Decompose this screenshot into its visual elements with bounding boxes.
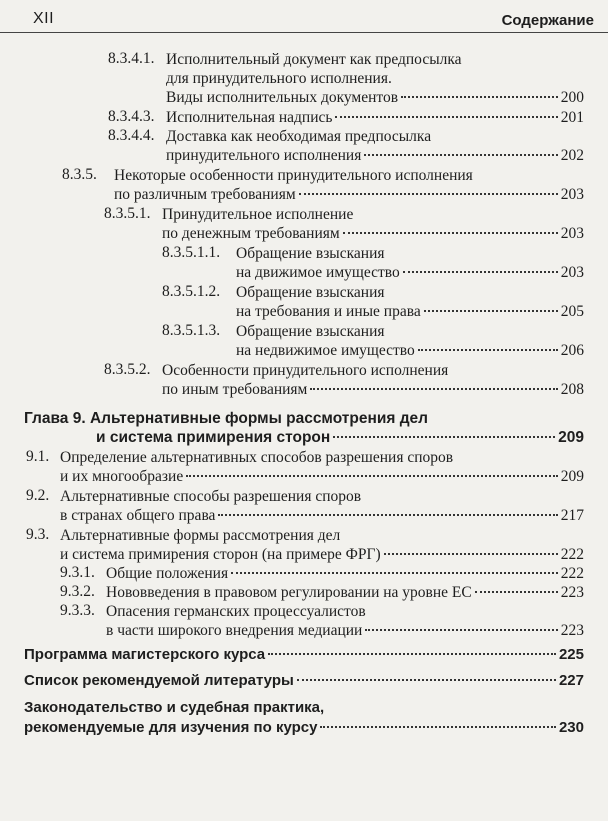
toc-entry-title-line: Определение альтернативных способов разрешения споров (60, 449, 454, 466)
toc-page-number: 222 (560, 546, 584, 563)
toc-entry-title-line: в части широкого внедрения медиации (106, 622, 363, 639)
toc-page-number: 230 (558, 719, 584, 736)
dot-leader (365, 629, 557, 631)
toc-entry-number: 8.3.5.1.2. (162, 283, 221, 300)
toc-entry[interactable] (26, 487, 584, 525)
toc-page-number: 206 (560, 342, 584, 359)
dot-leader (424, 310, 558, 312)
toc-page-number: 203 (560, 186, 584, 203)
toc-entry-number: 8.3.5.1.3. (162, 322, 221, 339)
toc-entry-number: 8.3.4.1. (108, 50, 155, 67)
toc-entry-title-line: по денежным требованиям (162, 225, 340, 242)
toc-entry[interactable] (62, 166, 584, 204)
toc-entry-title-line: Нововведения в правовом регулировании на уровне ЕС (106, 584, 472, 601)
toc-entry-title-line: Опасения германских процессуалистов (106, 603, 366, 620)
toc-entry-title-line: Общие положения (106, 565, 229, 582)
toc-page-number: 200 (560, 89, 584, 106)
backmatter-title: рекомендуемые для изучения по курсу (24, 719, 318, 736)
toc-page-number: 202 (560, 147, 584, 164)
dot-leader (186, 475, 558, 477)
dot-leader (475, 591, 558, 593)
toc-entry-title-line: и система примирения сторон (на примере ФРГ) (60, 546, 381, 563)
toc-entry-title-line: Принудительное исполнение (162, 206, 354, 223)
toc-backmatter-entry[interactable] (24, 671, 584, 691)
toc-entry-title-line: принудительного исполнения (166, 147, 362, 164)
chapter-title-line: Глава 9. Альтернативные формы рассмотрения дел (24, 410, 429, 427)
dot-leader (403, 271, 558, 273)
toc-entry-title-line: Обращение взыскания (236, 245, 385, 262)
toc-entry-title-line: Доставка как необходимая предпосылка (166, 128, 432, 145)
dot-leader (418, 349, 558, 351)
toc-entry-number: 9.2. (26, 487, 50, 504)
toc-entry-title-line: в странах общего права (60, 507, 216, 524)
backmatter-title: Программа магистерского курса (24, 646, 266, 663)
toc-entry-number: 9.3.2. (60, 583, 95, 600)
backmatter-title: Список рекомендуемой литературы (24, 672, 294, 689)
dot-leader (364, 154, 557, 156)
dot-leader (218, 514, 557, 516)
toc-entry-number: 8.3.5.1. (104, 205, 151, 222)
dot-leader (333, 436, 555, 438)
dot-leader (310, 388, 557, 390)
dot-leader (384, 553, 558, 555)
toc-entry[interactable] (26, 526, 584, 564)
toc-page-number: 205 (560, 303, 584, 320)
toc-entry[interactable] (108, 50, 584, 107)
toc-entry[interactable] (162, 244, 584, 282)
toc-page-number: 208 (560, 381, 584, 398)
chapter-title-line: и система примирения сторон (96, 429, 331, 446)
toc-entry-title-line: по различным требованиям (114, 186, 296, 203)
dot-leader (335, 116, 557, 118)
toc-page-number: 203 (560, 264, 584, 281)
toc-entry[interactable] (104, 361, 584, 399)
page-number: XII (33, 10, 55, 27)
toc-entry-number: 8.3.4.3. (108, 108, 155, 125)
toc-chapter-entry[interactable] (24, 409, 584, 447)
dot-leader (268, 653, 556, 655)
toc-entry-title-line: на недвижимое имущество (236, 342, 415, 359)
toc-page-number: 223 (560, 622, 584, 639)
toc-entry-number: 9.3.1. (60, 564, 95, 581)
toc-entry-number: 9.3.3. (60, 602, 95, 619)
toc-entry-title-line: на требования и иные права (236, 303, 421, 320)
dot-leader (231, 572, 558, 574)
toc-entry-title-line: Исполнительный документ как предпосылка (166, 51, 462, 68)
toc-entry-title-line: Особенности принудительного исполнения (162, 362, 449, 379)
toc-page-number: 203 (560, 225, 584, 242)
toc-entry-title-line: Исполнительная надпись (166, 109, 333, 126)
toc-page-number: 209 (560, 468, 584, 485)
toc-page-number: 227 (558, 672, 584, 689)
toc-entry-number: 9.1. (26, 448, 50, 465)
toc-entry[interactable] (108, 127, 584, 165)
toc-entry-title-line: Виды исполнительных документов (166, 89, 399, 106)
dot-leader (297, 679, 556, 681)
toc-entry-number: 8.3.5.2. (104, 361, 151, 378)
dot-leader (320, 726, 556, 728)
toc-backmatter-entry[interactable] (24, 645, 584, 665)
toc-entry-title-line: Обращение взыскания (236, 323, 385, 340)
header-divider (0, 32, 608, 33)
dot-leader (401, 96, 558, 98)
toc-entry[interactable] (162, 322, 584, 360)
toc-entry-title-line: на движимое имущество (236, 264, 400, 281)
toc-entry-title-line: Альтернативные формы рассмотрения дел (60, 527, 341, 544)
toc-entry-title-line: по иным требованиям (162, 381, 308, 398)
toc-entry[interactable] (60, 564, 584, 583)
toc-entry-title-line: Некоторые особенности принудительного исполнения (114, 167, 473, 184)
dot-leader (299, 193, 558, 195)
toc-entry-title-line: и их многообразие (60, 468, 184, 485)
toc-entry-number: 8.3.5.1.1. (162, 244, 221, 261)
dot-leader (343, 232, 558, 234)
toc-page-number: 223 (560, 584, 584, 601)
toc-entry-title-line: для принудительного исполнения. (166, 70, 392, 87)
toc-page-number: 201 (560, 109, 584, 126)
toc-backmatter-entry[interactable] (24, 698, 584, 738)
toc-page-number: 225 (558, 646, 584, 663)
toc-entry-title-line: Обращение взыскания (236, 284, 385, 301)
running-head-title: Содержание (501, 12, 594, 29)
toc-entry[interactable] (162, 283, 584, 321)
toc-entry-title-line: Альтернативные способы разрешения споров (60, 488, 362, 505)
toc-entry[interactable] (60, 583, 584, 602)
toc-entry[interactable] (104, 205, 584, 243)
toc-entry[interactable] (60, 602, 584, 640)
backmatter-title: Законодательство и судебная практика, (24, 699, 325, 716)
toc-entry-number: 8.3.4.4. (108, 127, 155, 144)
toc-page-number: 222 (560, 565, 584, 582)
toc-page-number: 209 (558, 429, 584, 446)
toc-entry-number: 9.3. (26, 526, 50, 543)
toc-entry[interactable] (108, 108, 584, 127)
toc-page-number: 217 (560, 507, 584, 524)
toc-entry-number: 8.3.5. (62, 166, 97, 183)
toc-entry[interactable] (26, 448, 584, 486)
